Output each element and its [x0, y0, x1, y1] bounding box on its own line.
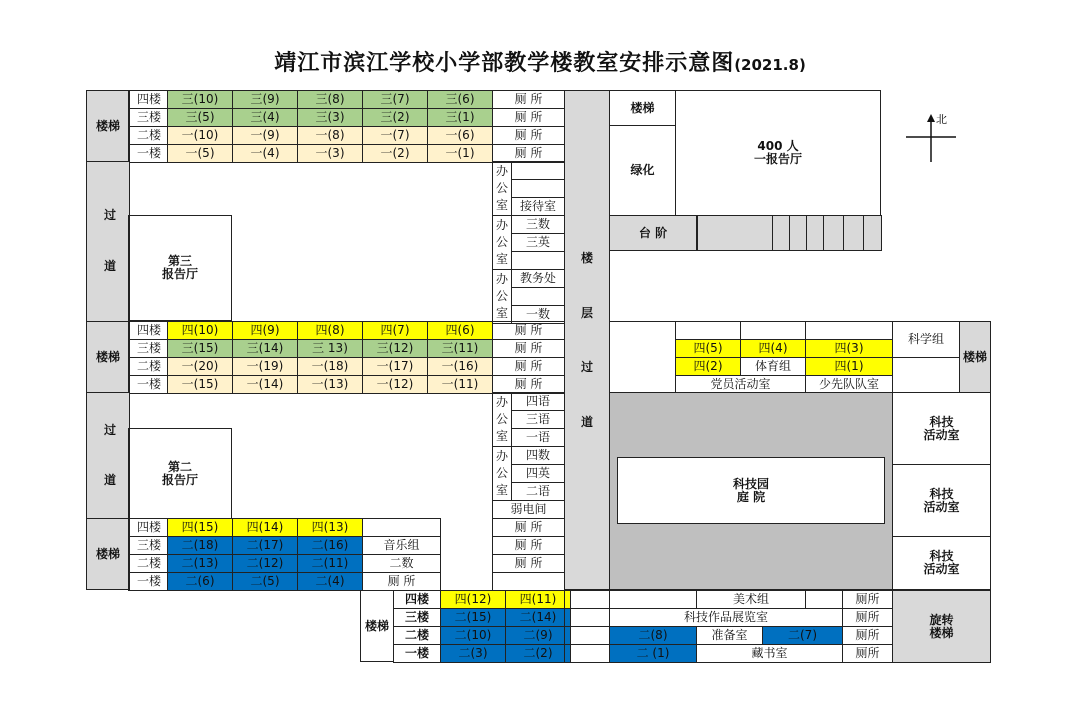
classroom: 四(9) [232, 321, 298, 340]
restroom: 厕 所 [492, 375, 565, 394]
classroom: 四(1) [805, 357, 893, 376]
office-room: 接待室 [511, 197, 565, 216]
floor-label: 二楼 [128, 554, 170, 573]
floor-label: 二楼 [393, 626, 441, 645]
title-date: (2021.8) [734, 56, 806, 74]
classroom: 四(15) [167, 518, 233, 537]
floor-label: 二楼 [128, 126, 170, 145]
library: 藏书室 [696, 644, 843, 663]
classroom: 三(11) [427, 339, 493, 358]
east-blank [805, 321, 893, 340]
classroom: 四(11) [505, 590, 571, 609]
classroom: 四(8) [297, 321, 363, 340]
classroom: 四(5) [675, 339, 741, 358]
classroom: 一(5) [167, 144, 233, 163]
classroom: 三(12) [362, 339, 428, 358]
classroom: 三(9) [232, 90, 298, 109]
floor-label: 一楼 [128, 572, 170, 591]
east-blank [609, 321, 676, 393]
classroom: 二(6) [167, 572, 233, 591]
corridor-label: 道 [104, 258, 117, 273]
step [772, 215, 790, 251]
classroom: 二(10) [440, 626, 506, 645]
classroom: 二(4) [297, 572, 363, 591]
restroom: 厕 所 [492, 339, 565, 358]
classroom: 三(10) [167, 90, 233, 109]
classroom: 四(14) [232, 518, 298, 537]
stairs-block2: 楼梯 [86, 321, 130, 393]
classroom: 三(15) [167, 339, 233, 358]
floor-corridor-label: 楼 层 过 道 [580, 251, 593, 429]
restroom: 厕 所 [492, 144, 565, 163]
office: 办公室 [492, 446, 512, 501]
floor-label: 三楼 [393, 608, 441, 627]
classroom: 一(12) [362, 375, 428, 394]
weak-current-room: 弱电间 [492, 500, 565, 519]
side-room: 二数 [362, 554, 441, 573]
restroom: 厕 所 [492, 126, 565, 145]
tech-room: 科技 活动室 [892, 536, 991, 590]
classroom: 三(3) [297, 108, 363, 127]
classroom: 一(10) [167, 126, 233, 145]
title-main: 靖江市滨江学校小学部教学楼教室安排示意图 [274, 51, 735, 76]
classroom: 二(2) [505, 644, 571, 663]
compass-icon [904, 110, 958, 164]
classroom: 一(4) [232, 144, 298, 163]
restroom: 厕 所 [492, 518, 565, 537]
blank [564, 608, 610, 627]
restroom: 厕 所 [492, 536, 565, 555]
classroom: 一(6) [427, 126, 493, 145]
classroom: 四(3) [805, 339, 893, 358]
stairs-ne: 楼梯 [609, 90, 676, 126]
classroom: 一(14) [232, 375, 298, 394]
classroom: 一(15) [167, 375, 233, 394]
office: 办公室 [492, 392, 512, 447]
compass-north-label: 北 [936, 113, 947, 126]
corridor-label: 过 [104, 422, 117, 437]
classroom: 一(17) [362, 357, 428, 376]
office-room: 一语 [511, 428, 565, 447]
classroom: 一(1) [427, 144, 493, 163]
classroom: 二(18) [167, 536, 233, 555]
step [823, 215, 844, 251]
step [806, 215, 824, 251]
pe-group: 体育组 [740, 357, 806, 376]
side-room: 厕 所 [362, 572, 441, 591]
classroom: 一(16) [427, 357, 493, 376]
classroom: 一(20) [167, 357, 233, 376]
green-area: 绿化 [609, 125, 676, 216]
classroom: 二(15) [440, 608, 506, 627]
corridor-block1 [86, 161, 130, 322]
lecture-hall-2: 第二 报告厅 [128, 428, 232, 519]
classroom: 二(11) [297, 554, 363, 573]
blank [609, 590, 697, 609]
floor-label: 三楼 [128, 108, 170, 127]
classroom: 三 13) [297, 339, 363, 358]
floor-label: 四楼 [128, 321, 170, 340]
classroom: 三(6) [427, 90, 493, 109]
classroom: 二(9) [505, 626, 571, 645]
classroom: 四(7) [362, 321, 428, 340]
classroom: 二(3) [440, 644, 506, 663]
garden-label: 科技园 庭 院 [617, 457, 885, 524]
east-blank [675, 321, 741, 340]
restroom: 厕 所 [492, 554, 565, 573]
east-blank [740, 321, 806, 340]
restroom: 厕所 [842, 590, 893, 609]
step [789, 215, 807, 251]
restroom: 厕所 [842, 644, 893, 663]
stairs-east: 楼梯 [959, 321, 991, 393]
classroom: 一(7) [362, 126, 428, 145]
office-room: 四英 [511, 464, 565, 483]
classroom: 二(5) [232, 572, 298, 591]
office-room: 四语 [511, 392, 565, 411]
office: 办公室 [492, 215, 512, 270]
office-room: 二语 [511, 482, 565, 501]
classroom: 一(18) [297, 357, 363, 376]
spiral-stairs: 旋转 楼梯 [892, 590, 991, 663]
classroom: 四(6) [427, 321, 493, 340]
blank [805, 590, 843, 609]
classroom: 二(16) [297, 536, 363, 555]
classroom: 一(3) [297, 144, 363, 163]
corridor-label: 道 [104, 472, 117, 487]
classroom: 二(17) [232, 536, 298, 555]
classroom: 二(7) [762, 626, 843, 645]
office-room: 三数 [511, 215, 565, 234]
office: 办公室 [492, 269, 512, 324]
blank [564, 644, 610, 663]
steps: 台 阶 [609, 215, 697, 251]
classroom: 一(11) [427, 375, 493, 394]
art-group: 美术组 [696, 590, 806, 609]
stairs-block3: 楼梯 [86, 518, 130, 590]
restroom: 厕所 [842, 626, 893, 645]
lecture-hall-400: 400 人 一报告厅 [675, 90, 881, 216]
step [843, 215, 864, 251]
lecture-hall-3: 第三 报告厅 [128, 215, 232, 321]
classroom: 一(9) [232, 126, 298, 145]
office-room [511, 251, 565, 270]
office-room: 一数 [511, 305, 565, 324]
floor-label: 一楼 [393, 644, 441, 663]
party-room: 党员活动室 [675, 375, 806, 393]
tech-room: 科技 活动室 [892, 392, 991, 465]
side-room: 音乐组 [362, 536, 441, 555]
classroom: 二(8) [609, 626, 697, 645]
classroom: 三(8) [297, 90, 363, 109]
restroom: 厕 所 [492, 321, 565, 340]
blank [492, 572, 565, 591]
classroom: 四(13) [297, 518, 363, 537]
pioneer-room: 少先队队室 [805, 375, 893, 393]
classroom: 一(8) [297, 126, 363, 145]
restroom: 厕 所 [492, 357, 565, 376]
stairs-block4: 楼梯 [360, 590, 394, 662]
office-room: 三语 [511, 410, 565, 429]
classroom: 二(14) [505, 608, 571, 627]
east-blank [892, 357, 960, 393]
restroom: 厕所 [842, 608, 893, 627]
classroom: 四(12) [440, 590, 506, 609]
classroom: 四(4) [740, 339, 806, 358]
classroom: 一(19) [232, 357, 298, 376]
floor-label: 三楼 [128, 536, 170, 555]
stairs-block1: 楼梯 [86, 90, 130, 162]
prep-room: 准备室 [696, 626, 763, 645]
page-title [0, 46, 1080, 77]
corridor-block2 [86, 392, 130, 520]
office-room [511, 161, 565, 180]
floor-label: 四楼 [393, 590, 441, 609]
blank [564, 626, 610, 645]
classroom: 三(1) [427, 108, 493, 127]
classroom: 三(14) [232, 339, 298, 358]
office: 办公室 [492, 161, 512, 216]
tech-room: 科技 活动室 [892, 464, 991, 537]
side-room [362, 518, 441, 537]
floor-label: 一楼 [128, 144, 170, 163]
classroom: 三(2) [362, 108, 428, 127]
office-room: 教务处 [511, 269, 565, 288]
floor-label: 三楼 [128, 339, 170, 358]
classroom: 二(12) [232, 554, 298, 573]
office-room [511, 179, 565, 198]
office-room: 三英 [511, 233, 565, 252]
restroom: 厕 所 [492, 108, 565, 127]
classroom: 一(13) [297, 375, 363, 394]
corridor-label: 过 [104, 207, 117, 222]
classroom: 四(10) [167, 321, 233, 340]
blank [564, 590, 610, 609]
exhibition-room: 科技作品展览室 [609, 608, 843, 627]
office-room: 四数 [511, 446, 565, 465]
classroom: 三(5) [167, 108, 233, 127]
classroom: 三(7) [362, 90, 428, 109]
step [863, 215, 882, 251]
classroom: 四(2) [675, 357, 741, 376]
science-group: 科学组 [892, 321, 960, 358]
classroom: 二(13) [167, 554, 233, 573]
floor-label: 四楼 [128, 90, 170, 109]
classroom: 一(2) [362, 144, 428, 163]
step [697, 215, 773, 251]
classroom: 三(4) [232, 108, 298, 127]
classroom: 二 (1) [609, 644, 697, 663]
office-room [511, 287, 565, 306]
floor-label: 二楼 [128, 357, 170, 376]
restroom: 厕 所 [492, 90, 565, 109]
floor-label: 四楼 [128, 518, 170, 537]
floor-label: 一楼 [128, 375, 170, 394]
